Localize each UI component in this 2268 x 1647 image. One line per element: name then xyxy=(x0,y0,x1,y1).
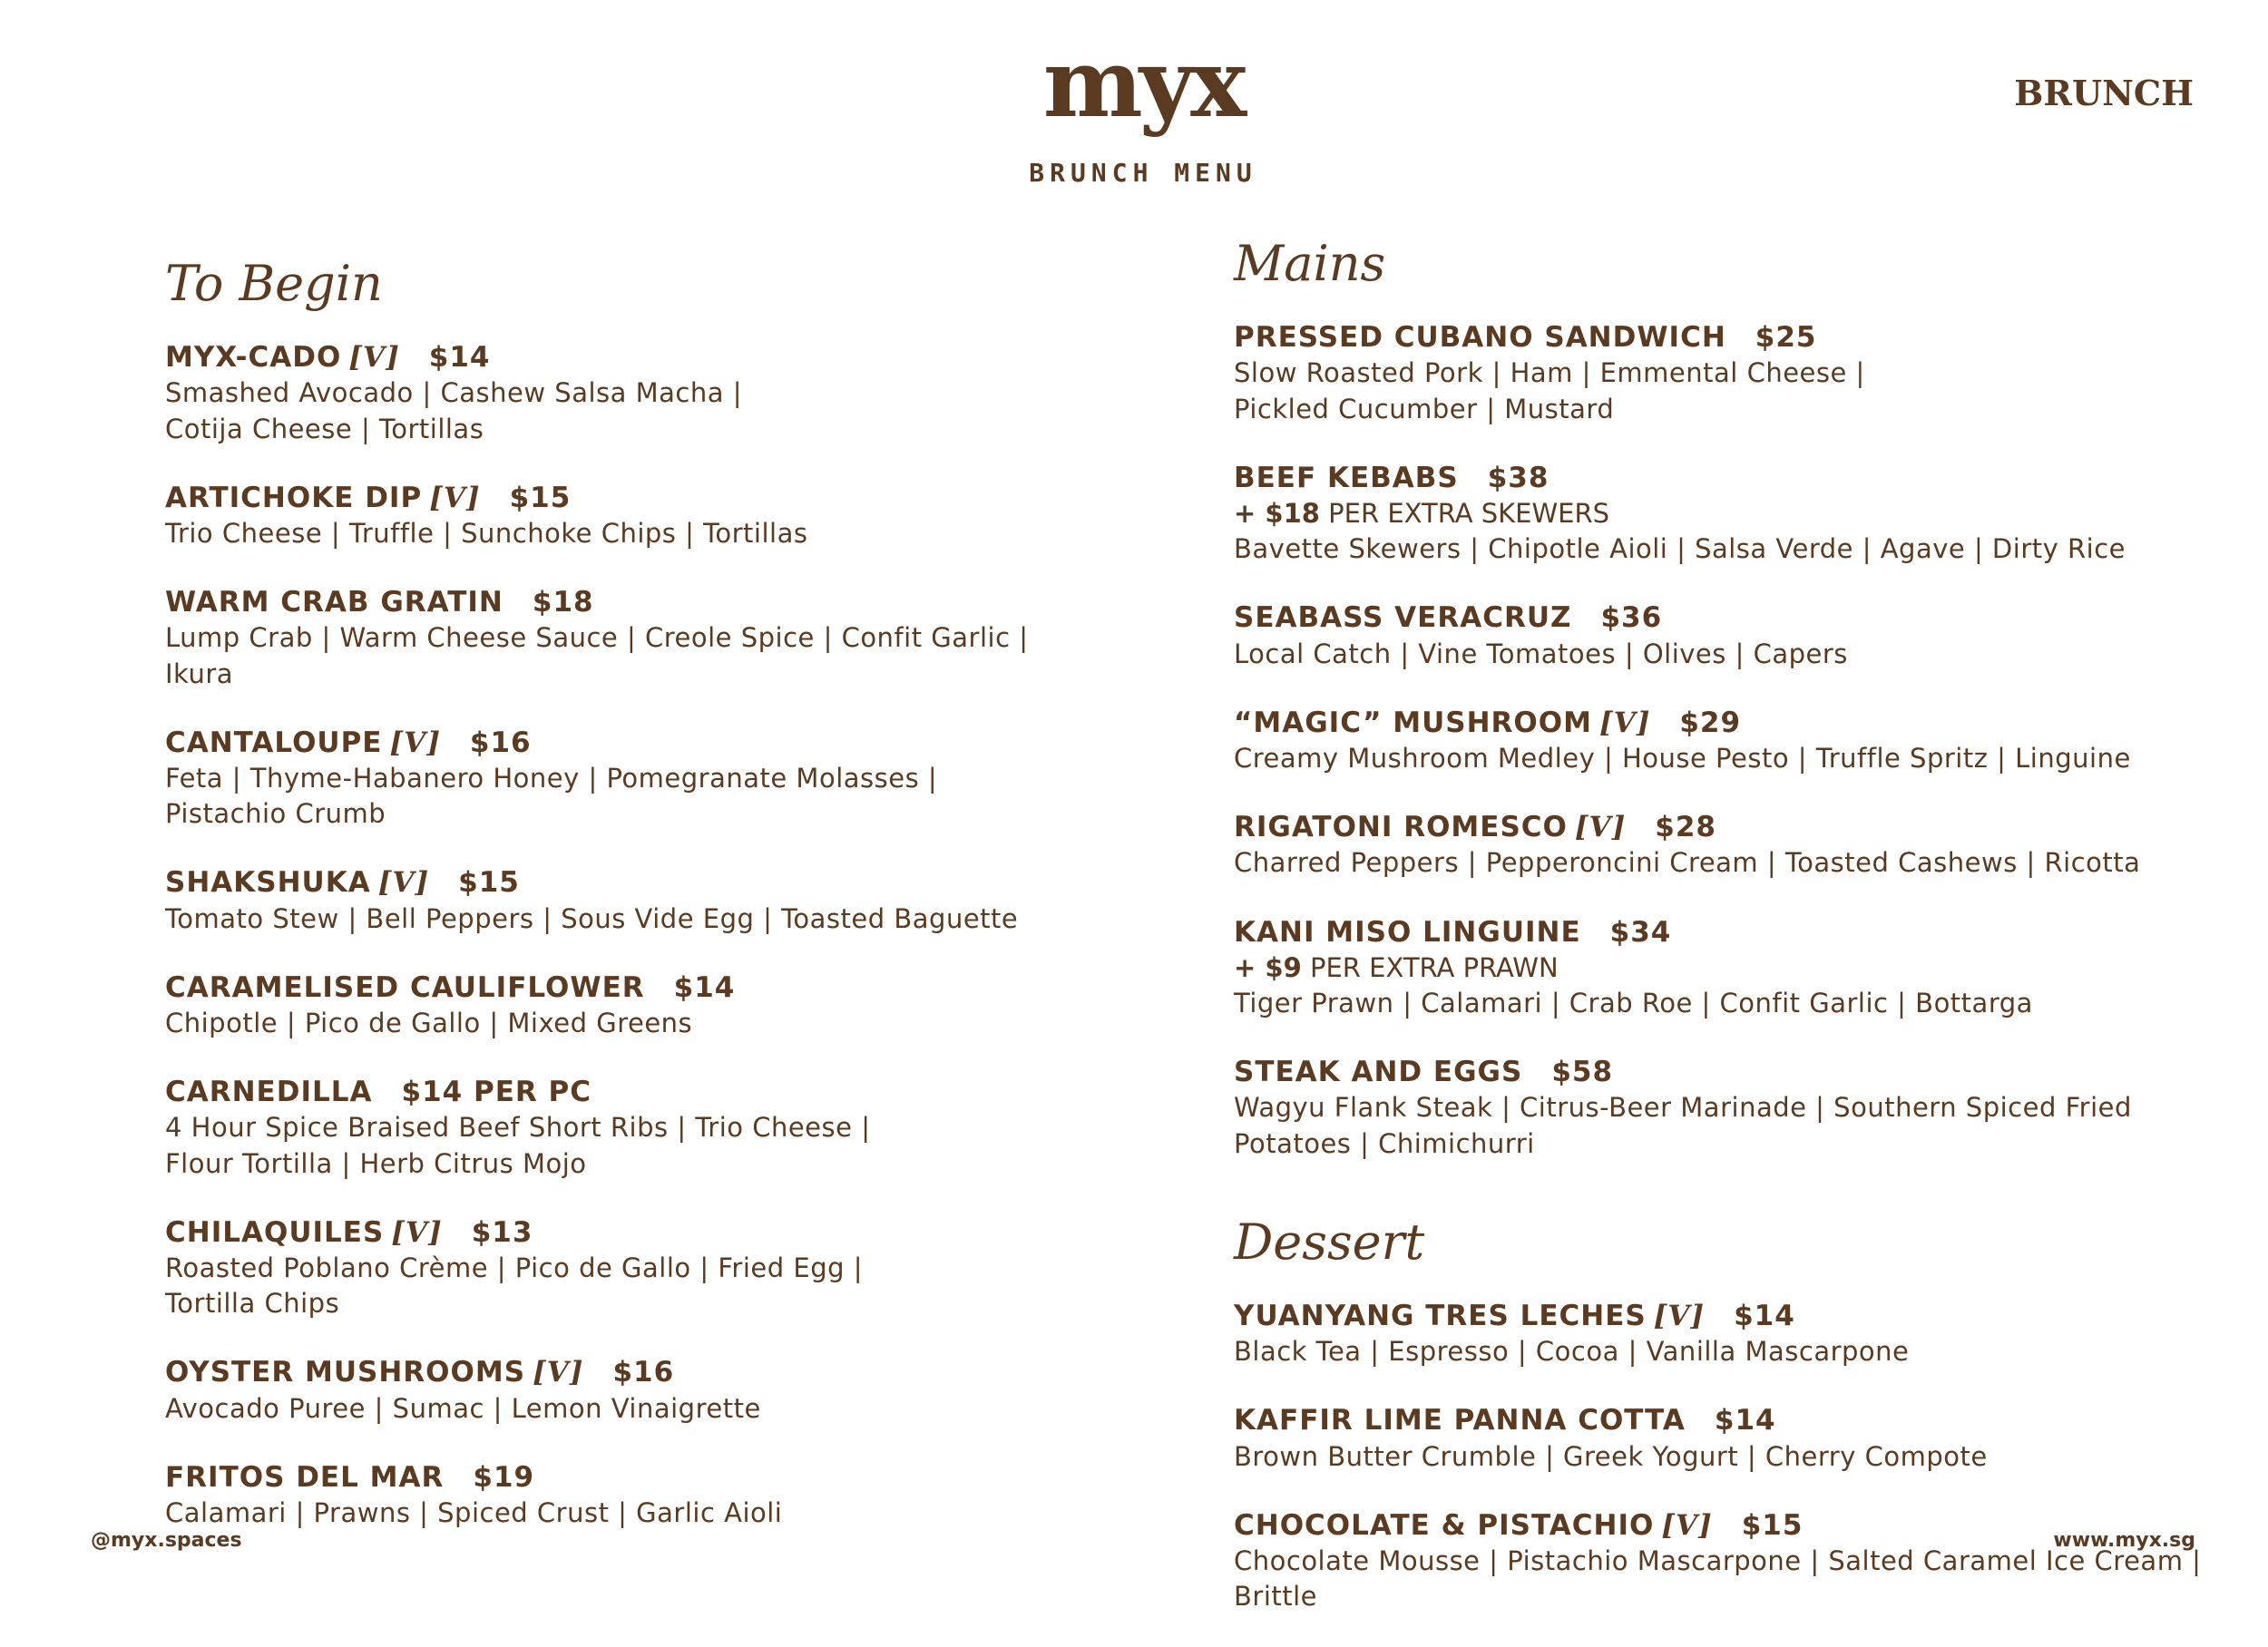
extra-text: PER EXTRA PRAWN xyxy=(1309,951,1559,983)
extra-price: + $18 xyxy=(1234,497,1320,529)
menu-item-name: CHILAQUILES xyxy=(165,1215,385,1249)
description-line: Chocolate Mousse | Pistachio Mascarpone | Salted Caramel Ice Cream | xyxy=(1234,1545,2202,1576)
description-line: 4 Hour Spice Braised Beef Short Ribs | Trio Cheese | xyxy=(165,1112,871,1144)
menu-item-price: $16 xyxy=(612,1356,675,1389)
menu-item-description xyxy=(1234,356,2214,426)
menu-item xyxy=(1234,319,2214,427)
description-line: Ikura xyxy=(165,658,234,689)
section-title-dessert: Dessert xyxy=(1234,1213,1425,1271)
menu-item-price: $15 xyxy=(509,481,572,514)
menu-item-header xyxy=(165,725,1072,761)
section-title-mains: Mains xyxy=(1234,235,1386,292)
vegetarian-badge: [V] xyxy=(1574,811,1627,844)
menu-item-description xyxy=(165,375,1072,446)
menu-item xyxy=(1234,914,2214,1022)
menu-item-price: $16 xyxy=(469,726,532,759)
menu-item-description xyxy=(1234,1544,2214,1614)
description-line: Charred Peppers | Pepperoncini Cream | Toasted Cashews | Ricotta xyxy=(1234,847,2141,879)
vegetarian-badge: [V] xyxy=(389,726,441,759)
vegetarian-badge: [V] xyxy=(1598,706,1651,739)
description-line: Trio Cheese | Truffle | Sunchoke Chips | Tortillas xyxy=(165,517,808,549)
menu-item-price: $34 xyxy=(1609,915,1672,949)
menu-item-price: $36 xyxy=(1600,601,1663,635)
menu-item-description xyxy=(165,516,1072,551)
menu-item-name: CARAMELISED CAULIFLOWER xyxy=(165,970,645,1004)
menu-item-name: RIGATONI ROMESCO xyxy=(1234,811,1568,844)
description-line: Avocado Puree | Sumac | Lemon Vinaigrette xyxy=(165,1392,761,1424)
extra-text: PER EXTRA SKEWERS xyxy=(1328,497,1610,529)
description-line: Black Tea | Espresso | Cocoa | Vanilla Mascarpone xyxy=(1234,1336,1910,1368)
description-line: Brittle xyxy=(1234,1581,1318,1613)
menu-item-description xyxy=(165,761,1072,832)
menu-item-description xyxy=(165,1496,1072,1531)
description-line: Creamy Mushroom Medley | House Pesto | Truffle Spritz | Linguine xyxy=(1234,742,2131,774)
menu-item-name: YUANYANG TRES LECHES xyxy=(1234,1299,1647,1332)
menu-item xyxy=(165,1214,1072,1322)
description-line: Pickled Cucumber | Mustard xyxy=(1234,393,1615,424)
menu-item-extra xyxy=(1234,496,2214,531)
menu-item xyxy=(165,339,1072,447)
menu-item-description xyxy=(1234,1439,2214,1475)
menu-item-price: $15 xyxy=(458,866,520,900)
menu-item xyxy=(165,970,1072,1041)
menu-item-name: WARM CRAB GRATIN xyxy=(165,586,503,619)
description-line: Tiger Prawn | Calamari | Crab Roe | Confit Garlic | Bottarga xyxy=(1234,988,2033,1018)
menu-item-price: $14 PER PC xyxy=(401,1076,592,1109)
menu-item xyxy=(165,1354,1072,1426)
menu-item-name: OYSTER MUSHROOMS xyxy=(165,1356,526,1389)
menu-subtitle: BRUNCH MENU xyxy=(1029,158,1257,188)
menu-item-extra xyxy=(1234,950,2214,986)
description-line: Chipotle | Pico de Gallo | Mixed Greens xyxy=(165,1008,693,1038)
menu-item-description xyxy=(165,1391,1072,1427)
vegetarian-badge: [V] xyxy=(377,866,430,900)
menu-item-header xyxy=(1234,705,2214,741)
description-line: Pistachio Crumb xyxy=(165,798,386,830)
website-link[interactable]: www.myx.sg xyxy=(2053,1529,2195,1552)
menu-item-name: BEEF KEBABS xyxy=(1234,461,1459,494)
vegetarian-badge: [V] xyxy=(1661,1508,1713,1542)
menu-item-name: SEABASS VERACRUZ xyxy=(1234,601,1572,635)
menu-item-name: “MAGIC” MUSHROOM xyxy=(1234,706,1592,739)
description-line: Roasted Poblano Crème | Pico de Gallo | Fried Egg | xyxy=(165,1252,863,1284)
menu-item-description xyxy=(165,620,1072,691)
menu-item xyxy=(1234,1507,2214,1615)
menu-item-price: $14 xyxy=(428,341,491,375)
left-column xyxy=(165,256,1072,1564)
social-handle: @myx.spaces xyxy=(91,1529,242,1552)
menu-item xyxy=(1234,705,2214,776)
menu-item-header xyxy=(165,864,1072,901)
menu-item-description xyxy=(1234,1334,2214,1369)
menu-item-description xyxy=(1234,637,2214,672)
menu-item-name: FRITOS DEL MAR xyxy=(165,1460,445,1494)
menu-item xyxy=(165,864,1072,936)
menu-item-header xyxy=(1234,1054,2214,1090)
description-line: Tomato Stew | Bell Peppers | Sous Vide Egg | Toasted Baguette xyxy=(165,902,1019,934)
menu-item-description xyxy=(1234,986,2214,1021)
vegetarian-badge: [V] xyxy=(1653,1299,1706,1332)
description-line: Tortilla Chips xyxy=(165,1288,340,1320)
menu-item-price: $13 xyxy=(471,1215,533,1249)
menu-item-header xyxy=(165,480,1072,516)
menu-item xyxy=(165,1459,1072,1531)
brand-logo: myx xyxy=(1042,27,1244,139)
menu-item-description xyxy=(1234,531,2214,567)
description-line: Flour Tortilla | Herb Citrus Mojo xyxy=(165,1147,587,1179)
menu-item-header xyxy=(165,1214,1072,1251)
vegetarian-badge: [V] xyxy=(429,481,481,514)
menu-item-name: CHOCOLATE & PISTACHIO xyxy=(1234,1508,1655,1542)
menu-item-price: $25 xyxy=(1755,321,1817,355)
vegetarian-badge: [V] xyxy=(348,341,400,375)
menu-item-header xyxy=(165,339,1072,375)
menu-item-price: $38 xyxy=(1487,461,1549,494)
menu-item xyxy=(1234,1298,2214,1369)
menu-item-name: KAFFIR LIME PANNA COTTA xyxy=(1234,1404,1686,1437)
description-line: Slow Roasted Pork | Ham | Emmental Cheese | xyxy=(1234,357,1865,389)
menu-item-price: $58 xyxy=(1551,1056,1614,1089)
description-line: Calamari | Prawns | Spiced Crust | Garlic Aioli xyxy=(165,1497,783,1529)
description-line: Smashed Avocado | Cashew Salsa Macha | xyxy=(165,377,743,409)
menu-item-header xyxy=(165,584,1072,620)
menu-item-header xyxy=(165,1074,1072,1110)
menu-item-header xyxy=(165,1354,1072,1390)
menu-type-label: BRUNCH xyxy=(2014,73,2194,113)
vegetarian-badge: [V] xyxy=(391,1215,443,1249)
menu-item-name: PRESSED CUBANO SANDWICH xyxy=(1234,321,1726,355)
menu-item-description xyxy=(165,901,1072,937)
dessert-list xyxy=(1234,1298,2214,1614)
menu-item xyxy=(165,480,1072,551)
menu-item-header xyxy=(165,1459,1072,1496)
description-line: Bavette Skewers | Chipotle Aioli | Salsa Verde | Agave | Dirty Rice xyxy=(1234,533,2126,565)
menu-item-name: STEAK AND EGGS xyxy=(1234,1056,1523,1089)
menu-item-price: $14 xyxy=(673,970,736,1004)
mains-list xyxy=(1234,319,2214,1162)
menu-item-header xyxy=(1234,599,2214,636)
menu-item-name: MYX-CADO xyxy=(165,341,342,375)
right-column xyxy=(1234,236,2214,1647)
menu-item-price: $15 xyxy=(1741,1508,1804,1542)
menu-item-header xyxy=(1234,1298,2214,1334)
description-line: Wagyu Flank Steak | Citrus-Beer Marinade | Southern Spiced Fried xyxy=(1234,1092,2132,1124)
menu-item-name: KANI MISO LINGUINE xyxy=(1234,915,1581,949)
extra-price: + $9 xyxy=(1234,951,1302,983)
menu-item-header xyxy=(1234,1402,2214,1438)
section-title-to-begin: To Begin xyxy=(165,255,383,312)
description-line: Potatoes | Chimichurri xyxy=(1234,1127,1535,1159)
description-line: Feta | Thyme-Habanero Honey | Pomegranate Molasses | xyxy=(165,762,938,794)
menu-item-description xyxy=(1234,741,2214,776)
menu-item-description xyxy=(1234,1090,2214,1161)
menu-item-price: $19 xyxy=(473,1460,535,1494)
description-line: Lump Crab | Warm Cheese Sauce | Creole Spice | Confit Garlic | xyxy=(165,622,1029,654)
description-line: Local Catch | Vine Tomatoes | Olives | Capers xyxy=(1234,638,1848,669)
menu-item-price: $29 xyxy=(1679,706,1742,739)
menu-item-header xyxy=(1234,914,2214,950)
menu-item xyxy=(165,1074,1072,1182)
menu-item xyxy=(1234,1402,2214,1474)
menu-item-description xyxy=(165,1006,1072,1041)
menu-item-price: $18 xyxy=(532,586,594,619)
menu-item-name: ARTICHOKE DIP xyxy=(165,481,423,514)
menu-item-name: CARNEDILLA xyxy=(165,1076,373,1109)
menu-item-description xyxy=(1234,845,2214,881)
menu-item xyxy=(165,725,1072,833)
menu-item-header xyxy=(165,970,1072,1006)
menu-item xyxy=(1234,599,2214,671)
menu-item xyxy=(165,584,1072,692)
menu-item xyxy=(1234,460,2214,568)
menu-item-header xyxy=(1234,319,2214,356)
description-line: Brown Butter Crumble | Greek Yogurt | Cherry Compote xyxy=(1234,1440,1988,1472)
vegetarian-badge: [V] xyxy=(533,1356,584,1389)
menu-item xyxy=(1234,1054,2214,1162)
menu-item-description xyxy=(165,1110,1072,1181)
menu-item-description xyxy=(165,1251,1072,1321)
menu-item-header xyxy=(1234,460,2214,496)
menu-item-name: CANTALOUPE xyxy=(165,726,383,759)
menu-item-price: $28 xyxy=(1655,811,1716,844)
menu-item-price: $14 xyxy=(1714,1404,1776,1437)
menu-item-name: SHAKSHUKA xyxy=(165,866,371,900)
description-line: Cotija Cheese | Tortillas xyxy=(165,413,484,444)
menu-item-header xyxy=(1234,809,2214,845)
menu-item xyxy=(1234,809,2214,881)
menu-item-price: $14 xyxy=(1734,1299,1795,1332)
to-begin-list xyxy=(165,339,1072,1531)
